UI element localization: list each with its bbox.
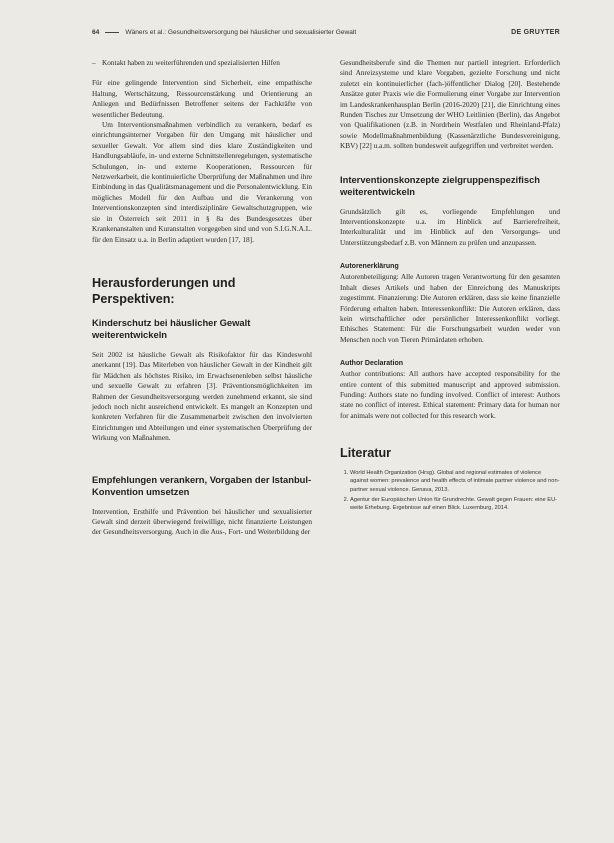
paragraph: Gesundheitsberufe sind die Themen nur partiell integriert. Erforderlich sind Anreizsysteme und klare Vorgaben, gezielte Forschung und nicht zuletzt ein kontinuierlicher (fach-)öffentlicher Dialog [20]. Bestehende Ansätze guter Praxis wie die Formulierung einer Vorgabe zur Intervention im Landeskrankenhausplan Berlin (2016-2020) [21], die Einrichtung eines Runden Tisches zur Umsetzung der WHO Leitlinien (Berlin), das Angebot von Qualifikationen (z.B. in Nordrhein Westfalen und Rheinland-Pfalz) sowie Modellmaßnahmenbildung (Kassenärztliche Bundesvereinigung, KBV) [22] u.a.m. sollten bundesweit aufgegriffen und verbreitet werden. xyxy=(340,58,560,151)
running-header xyxy=(92,26,560,38)
paragraph: Intervention, Ersthilfe und Prävention bei häuslicher und sexualisierter Gewalt sind derzeit überwiegend freiwillige, nicht finanzierte Leistungen der Gesundheitsversorgung. Auch in die Aus-, Fort- und Weiterbildung der xyxy=(92,506,312,537)
reference-list xyxy=(340,469,560,512)
paragraph: Author contributions: All authors have accepted responsibility for the entire content of this submitted manuscript and approved submission. Funding: Authors state no funding involved. Conflict of interest: Authors state no conflict of interest. Ethical statement: Primary data for human nor for animals were not collected for this research work. xyxy=(340,369,560,420)
publisher-logo: DE GRUYTER xyxy=(511,28,560,36)
declaration-heading: Author Declaration xyxy=(340,360,404,368)
left-column xyxy=(92,58,312,538)
subsection-heading: Kinderschutz bei häuslicher Gewalt weiterentwickeln xyxy=(92,316,251,341)
list-item: – Kontakt haben zu weiterführenden und spezialisierten Hilfen xyxy=(92,58,312,68)
header-rule xyxy=(105,32,119,33)
paragraph: Um Interventionsmaßnahmen verbindlich zu verankern, bedarf es einrichtungsinterner Vorgaben für den Umgang mit häuslicher und sexueller Gewalt. Vor allem sind dies klare Zuständigkeiten und Handlungsabläufe, in- und externe Schnittstellenregelungen, systematische Schulungen, in- und externe Kooperationen, Ressourcen für Netzwerkarbeit, die kontinuierliche Überprüfung der Maßnahmen und ihre Einbindung in das Qualitätsmanagement und die Personalentwicklung. Ein mögliches Modell für den Aufbau und die Verankerung von Interventionskonzepten sind interdisziplinäre Gewaltschutzgruppen, wie sie in Österreich seit 2011 in § 8a des Bundesgesetzes über Krankenanstalten und Kuranstalten vorgegeben sind und von S.I.G.N.A.L. für den Einsatz u.a. in Berlin adaptiert wurden [17, 18]. xyxy=(92,120,312,244)
running-title: Wäners et al.: Gesundheitsversorgung bei häuslicher und sexualisierter Gewalt xyxy=(125,28,357,36)
paragraph: Für eine gelingende Intervention sind Sicherheit, eine empathische Haltung, Wertschätzung, Ressourcenstärkung und Orientierung an Anliegen und Bedürfnissen Betroffener seitens der Fachkräfte von wesentlicher Bedeutung. xyxy=(92,78,312,119)
section-heading: Herausforderungen und Perspektiven: xyxy=(92,275,236,306)
bullet-list xyxy=(92,58,312,68)
reference-item: 2. Agentur der Europäischen Union für Grundrechte. Gewalt gegen Frauen: eine EU-weite Erhebung. Ergebnisse auf einen Blick. Luxemburg, 2014. xyxy=(350,496,560,512)
paragraph: Autorenbeteiligung: Alle Autoren tragen Verantwortung für den gesamten Inhalt dieses Artikels und haben der Einreichung des Manuskripts zugestimmt. Finanzierung: Die Autoren erklären, dass sie keine finanzielle Förderung erhalten haben. Interessenkonflikt: Die Autoren erklären, dass kein wirtschaftlicher oder persönlicher Interessenkonflikt vorliegt. Ethisches Statement: Für die Forschungsarbeit wurden weder von Menschen noch von Tieren Primärdaten erhoben. xyxy=(340,272,560,344)
right-column xyxy=(340,58,560,514)
reference-item: 1. World Health Organization (Hrsg). Global and regional estimates of violence against women: prevalence and health effects of intimate partner violence and non-partner sexual violence. Genava, 2013. xyxy=(350,469,560,494)
paragraph: Seit 2002 ist häusliche Gewalt als Risikofaktor für das Kindeswohl anerkannt [19]. Das Miterleben von häuslicher Gewalt in der Kindheit gilt für Mädchen als höchstes Risiko, im Erwachsenenleben selbst häusliche und sexuelle Gewalt zu erfahren [3]. Präventionsmöglichkeiten im Rahmen der Gesundheitsversorgung werden zunehmend erkannt, sie sind jedoch noch nicht ausreichend entwickelt. Es mangelt an Konzepten und konkreten Verfahren für die Zusammenarbeit zwischen den involvierten Einrichtungen und Abteilungen und einer systematischen Überprüfung der Wirkung von Maßnahmen. xyxy=(92,349,312,443)
page-number: 64 xyxy=(92,28,100,36)
references-heading: Literatur xyxy=(340,446,392,461)
declaration-heading: Autorenerklärung xyxy=(340,263,399,271)
subsection-heading: Interventionskonzepte zielgruppenspezifisch weiterentwickeln xyxy=(340,173,541,198)
subsection-heading: Empfehlungen verankern, Vorgaben der Istanbul-Konvention umsetzen xyxy=(92,473,312,498)
paragraph: Grundsätzlich gilt es, vorliegende Empfehlungen und Interventionskonzepte u.a. im Hinblick auf Barrierefreiheit, Interkulturalität und im Hinblick auf den Versorgungs- und Unterstützungsbedarf z.B. von Männern zu prüfen und anzupassen. xyxy=(340,206,560,247)
